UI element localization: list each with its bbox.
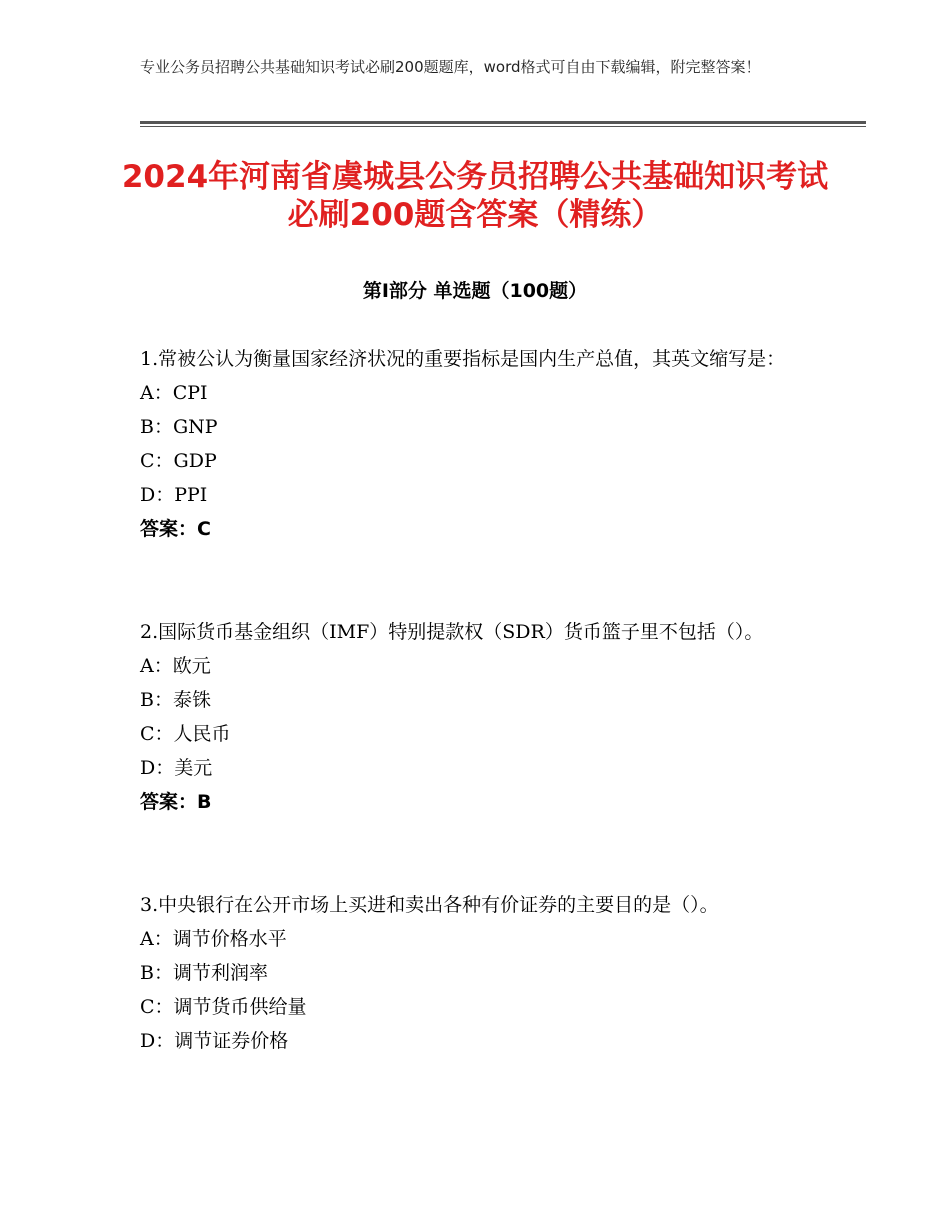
section-heading: 第Ⅰ部分 单选题（100题） <box>362 280 588 302</box>
option-d: D：PPI <box>140 484 208 506</box>
question-stem: 1.常被公认为衡量国家经济状况的重要指标是国内生产总值，其英文缩写是： <box>140 348 786 370</box>
option-b: B：调节利润率 <box>140 962 268 984</box>
question-stem: 2.国际货币基金组织（IMF）特别提款权（SDR）货币篮子里不包括（）。 <box>140 621 764 643</box>
option-a: A：CPI <box>140 382 208 404</box>
header-note: 专业公务员招聘公共基础知识考试必刷200题题库，word格式可自由下载编辑，附完整答案！ <box>140 58 761 76</box>
document-title: 2024年河南省虞城县公务员招聘公共基础知识考试必刷200题含答案（精练） <box>121 159 829 233</box>
question-item <box>140 615 820 819</box>
option-c: C：GDP <box>140 450 217 472</box>
question-item <box>140 342 820 546</box>
option-d: D：美元 <box>140 757 213 779</box>
option-b: B：泰铢 <box>140 689 211 711</box>
option-c: C：人民币 <box>140 723 231 745</box>
question-item <box>140 888 820 1058</box>
option-a: A：调节价格水平 <box>140 928 287 950</box>
answer-line: 答案：B <box>140 791 212 813</box>
header-divider-thick <box>140 121 866 124</box>
answer-line: 答案：C <box>140 518 211 540</box>
question-stem: 3.中央银行在公开市场上买进和卖出各种有价证券的主要目的是（）。 <box>140 894 719 916</box>
option-a: A：欧元 <box>140 655 211 677</box>
header-divider-thin <box>140 126 866 127</box>
option-c: C：调节货币供给量 <box>140 996 307 1018</box>
option-d: D：调节证券价格 <box>140 1030 289 1052</box>
option-b: B：GNP <box>140 416 218 438</box>
